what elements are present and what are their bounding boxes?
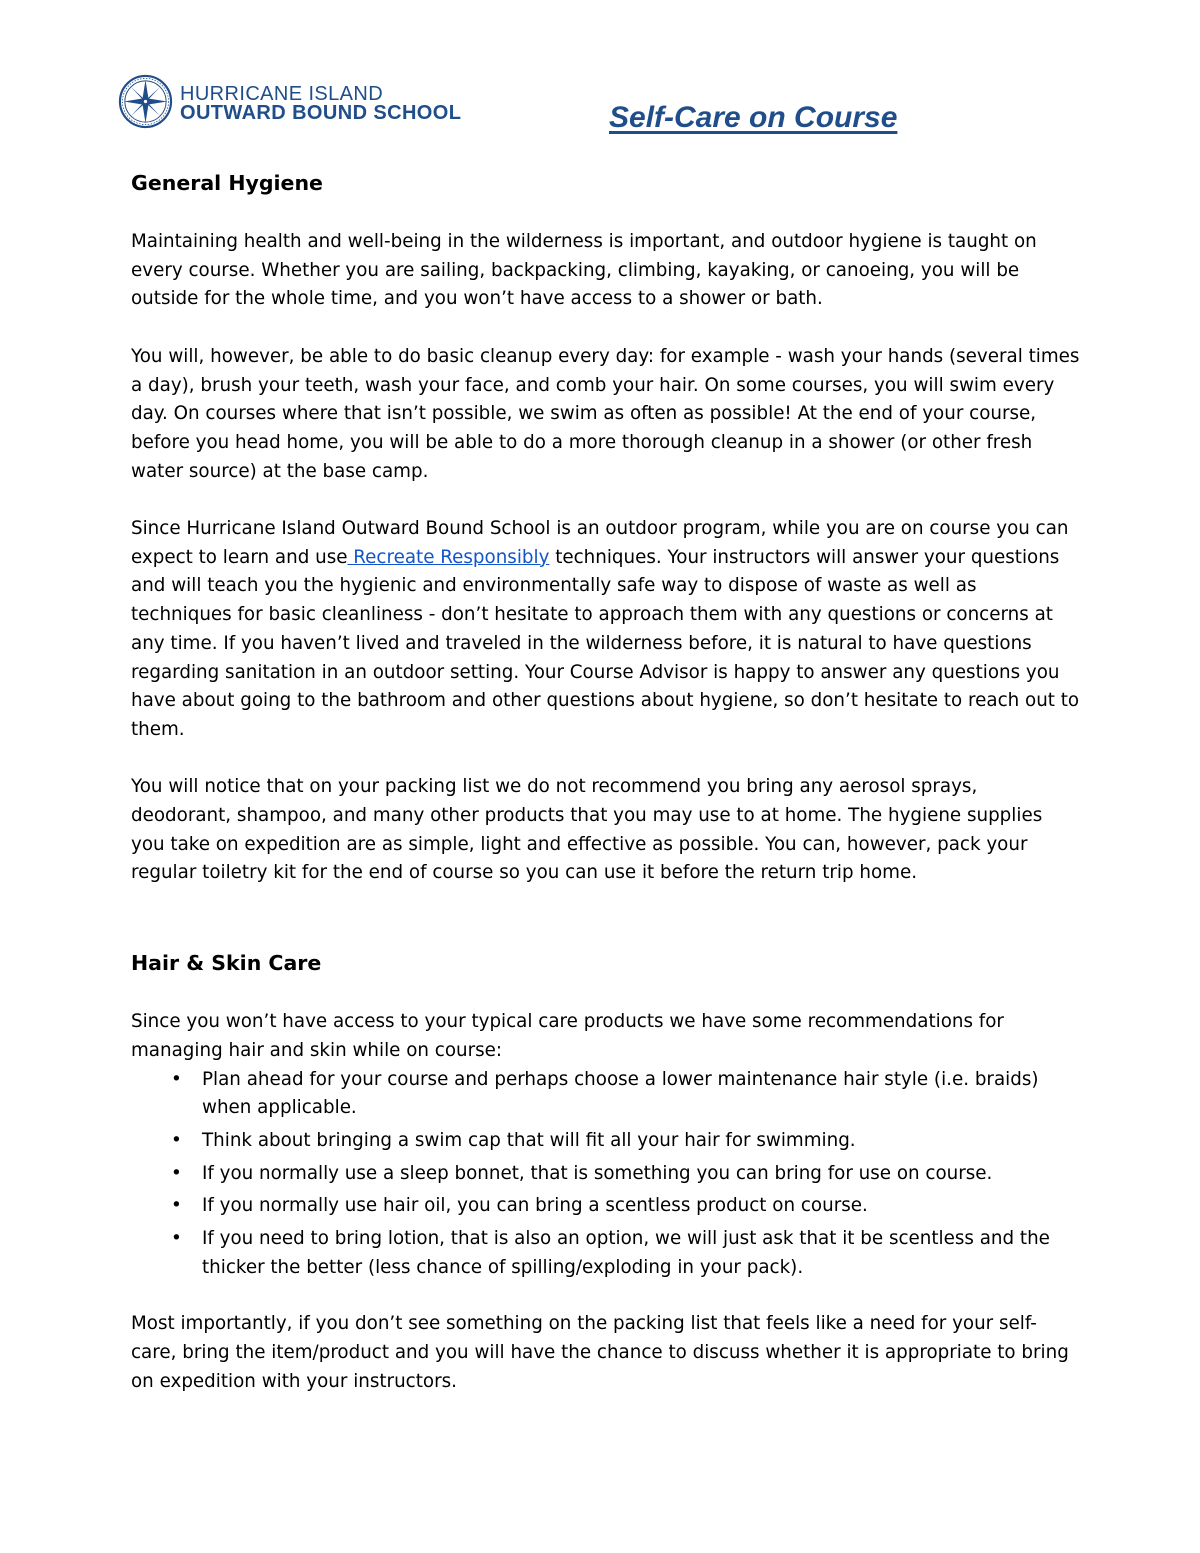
list-item-text: If you normally use hair oil, you can bring a scentless product on course. <box>202 1195 868 1217</box>
section-heading-general-hygiene: General Hygiene <box>131 171 323 195</box>
paragraph: Maintaining health and well-being in the wilderness is important, and outdoor hygiene is taught on every course. Whether you are sailing, backpacking, climbing, kayaking, or canoeing, you will be outside for the whole time, and you won’t have access to a shower or bath. <box>131 231 1037 310</box>
list-item <box>131 1066 1081 1123</box>
document-body <box>131 168 1081 1425</box>
list-item <box>131 1127 1081 1156</box>
list-item-text: If you need to bring lotion, that is also an option, we will just ask that it be scentless and the thicker the better (less chance of spilling/exploding in your pack). <box>202 1228 1050 1278</box>
recommendations-list <box>131 1066 1081 1283</box>
bullet-icon: • <box>171 1162 182 1184</box>
paragraph <box>131 515 1081 745</box>
school-logo <box>118 74 518 134</box>
logo-school-name-line1: HURRICANE ISLAND <box>180 83 384 105</box>
paragraph: You will, however, be able to do basic cleanup every day: for example - wash your hands (several times a day), brush your teeth, wash your face, and comb your hair. On some courses, you will swim every day. On courses where that isn’t possible, we swim as often as possible! At the end of your course, before you head home, you will be able to do a more thorough cleanup in a shower (or other fresh water source) at the base camp. <box>131 345 1080 482</box>
list-item <box>131 1192 1081 1221</box>
list-item <box>131 1225 1081 1282</box>
list-item-text: If you normally use a sleep bonnet, that is something you can bring for use on course. <box>202 1162 993 1184</box>
bullet-icon: • <box>171 1129 182 1151</box>
list-item-text: Plan ahead for your course and perhaps choose a lower maintenance hair style (i.e. braids) when applicable. <box>202 1068 1039 1119</box>
paragraph: Most importantly, if you don’t see something on the packing list that feels like a need for your self-care, bring the item/product and you will have the chance to discuss whether it is appropriate to bring on expedition with your instructors. <box>131 1313 1069 1392</box>
section-heading-hair-skin-care: Hair & Skin Care <box>131 951 322 976</box>
bullet-icon: • <box>171 1195 182 1217</box>
bullet-icon: • <box>171 1068 182 1090</box>
paragraph: You will notice that on your packing list we do not recommend you bring any aerosol sprays, deodorant, shampoo, and many other products that you may use to at home. The hygiene supplies you take on expedition are as simple, light and effective as possible. You can, however, pack your regular toiletry kit for the end of course so you can use it before the return trip home. <box>131 776 1043 884</box>
bullet-icon: • <box>171 1228 182 1250</box>
list-item <box>131 1160 1081 1189</box>
document-title: Self-Care on Course <box>609 101 898 134</box>
paragraph: Since you won’t have access to your typical care products we have some recommendations for managing hair and skin while on course: <box>131 1011 1004 1061</box>
logo-school-name-line2: OUTWARD BOUND SCHOOL <box>180 102 462 124</box>
paragraph-text: techniques. Your instructors will answer your questions and will teach you the hygienic and environmentally safe way to dispose of waste as well as techniques for basic cleanliness - don’t hesitate to approach them with any questions or concerns at any time. If you haven’t lived and traveled in the wilderness before, it is natural to have questions regarding sanitation in an outdoor setting. Your Course Advisor is happy to answer any questions you have about going to the bathroom and other questions about hygiene, so don’t hesitate to reach out to them. <box>131 546 1080 740</box>
list-item-text: Think about bringing a swim cap that will fit all your hair for swimming. <box>202 1129 856 1151</box>
paragraph-text: Since Hurricane Island Outward Bound School is an outdoor program, while you are on course you can expect to learn and use <box>131 518 1069 568</box>
recreate-responsibly-link[interactable]: Recreate Responsibly <box>347 546 550 568</box>
compass-rose-icon <box>118 74 173 129</box>
